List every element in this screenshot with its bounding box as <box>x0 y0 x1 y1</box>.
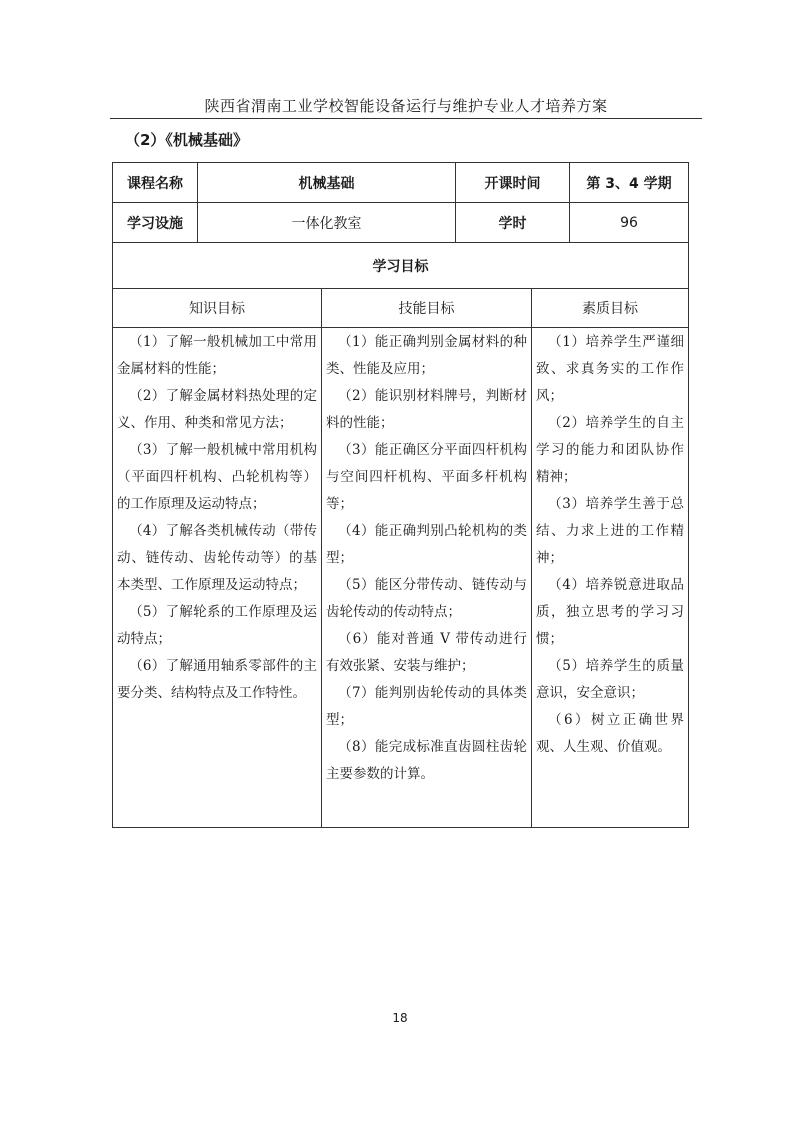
learning-goals-table <box>112 288 689 828</box>
goals-header-row <box>113 289 689 328</box>
skill-goal-item: （8）能完成标准直齿圆柱齿轮主要参数的计算。 <box>326 739 527 782</box>
hours-label: 学时 <box>456 203 570 243</box>
quality-goal-item: （5）培养学生的质量意识，安全意识； <box>536 658 684 701</box>
course-name-value: 机械基础 <box>198 163 456 203</box>
knowledge-goal-item: （4）了解各类机械传动（带传动、链传动、齿轮传动等）的基本类型、工作原理及运动特点； <box>117 523 317 593</box>
knowledge-goal-item: （5）了解轮系的工作原理及运动特点； <box>117 604 317 647</box>
skill-goal-item: （5）能区分带传动、链传动与齿轮传动的传动特点； <box>326 577 527 620</box>
quality-goal-item: （6）树立正确世界观、人生观、价值观。 <box>536 712 684 755</box>
skill-goal-item: （1）能正确判别金属材料的种类、性能及应用； <box>326 334 527 377</box>
skill-goal-item: （2）能识别材料牌号，判断材料的性能； <box>326 388 527 431</box>
skill-goal-item: （7）能判别齿轮传动的具体类型； <box>326 685 527 728</box>
objectives-heading-row <box>113 243 689 289</box>
quality-goal-item: （1）培养学生严谨细致、求真务实的工作作风； <box>536 334 684 404</box>
course-name-label: 课程名称 <box>113 163 198 203</box>
section-title: （2）《机械基础》 <box>125 131 248 149</box>
knowledge-goal-item: （2）了解金属材料热处理的定义、作用、种类和常见方法； <box>117 388 317 431</box>
course-info-row <box>113 163 689 203</box>
skill-goals-cell <box>322 328 532 828</box>
quality-goal-item: （3）培养学生善于总结、力求上进的工作精神； <box>536 496 684 566</box>
facility-value: 一体化教室 <box>198 203 456 243</box>
skill-goal-item: （3）能正确区分平面四杆机构与空间四杆机构、平面多杆机构等； <box>326 442 527 512</box>
page-number: 18 <box>392 1011 408 1025</box>
skill-goal-item: （4）能正确判别凸轮机构的类型； <box>326 523 527 566</box>
hours-value: 96 <box>570 203 689 243</box>
quality-goal-item: （4）培养锐意进取品质，独立思考的学习习惯； <box>536 577 684 647</box>
skill-goal-item: （6）能对普通 V 带传动进行有效张紧、安装与维护； <box>326 631 527 674</box>
header-divider <box>110 118 702 119</box>
knowledge-goals-cell <box>113 328 322 828</box>
page-header: 陕西省渭南工业学校智能设备运行与维护专业人才培养方案 <box>204 97 608 115</box>
knowledge-goal-item: （1）了解一般机械加工中常用金属材料的性能； <box>117 334 317 377</box>
quality-goals-header: 素质目标 <box>532 289 689 328</box>
knowledge-goal-item: （6）了解通用轴系零部件的主要分类、结构特点及工作特性。 <box>117 658 317 701</box>
schedule-value: 第 3、4 学期 <box>570 163 689 203</box>
objectives-heading: 学习目标 <box>113 243 689 289</box>
facility-label: 学习设施 <box>113 203 198 243</box>
course-info-table <box>112 162 689 289</box>
knowledge-goals-header: 知识目标 <box>113 289 322 328</box>
goals-content-row <box>113 328 689 828</box>
facility-row <box>113 203 689 243</box>
skill-goals-header: 技能目标 <box>322 289 532 328</box>
knowledge-goal-item: （3）了解一般机械中常用机构（平面四杆机构、凸轮机构等）的工作原理及运动特点； <box>117 442 317 512</box>
quality-goal-item: （2）培养学生的自主学习的能力和团队协作精神； <box>536 415 684 485</box>
schedule-label: 开课时间 <box>456 163 570 203</box>
quality-goals-cell <box>532 328 689 828</box>
